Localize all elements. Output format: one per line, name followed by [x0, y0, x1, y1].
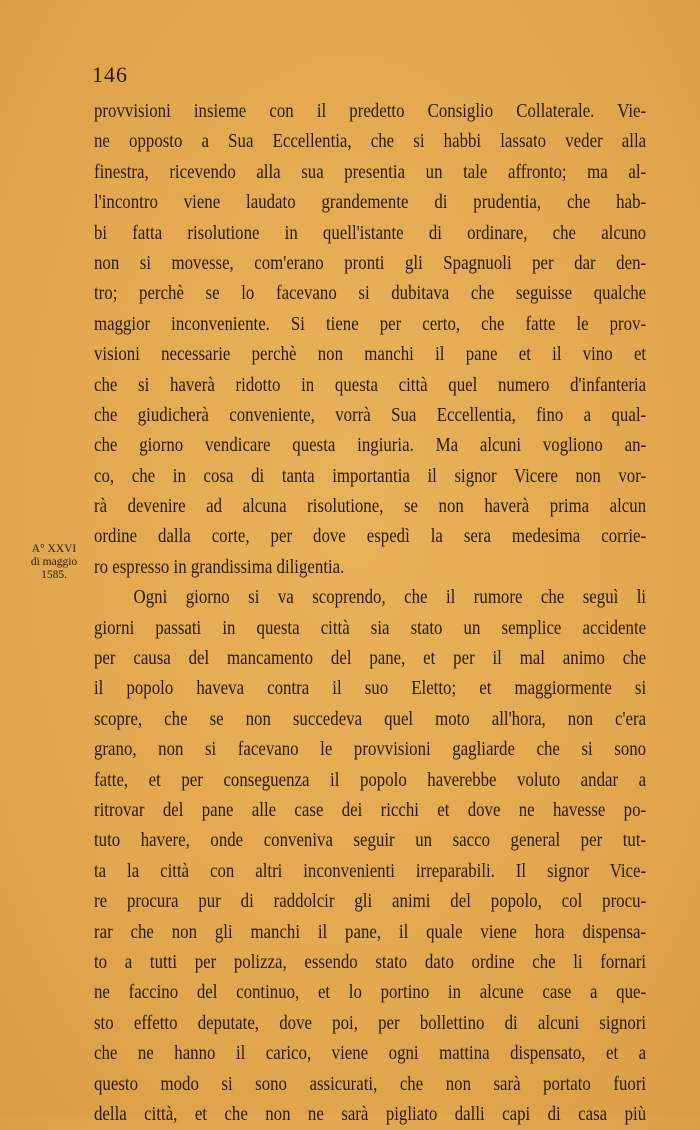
text-line: giorni passati in questa città sia stato un semplice accidente	[94, 617, 647, 639]
margin-note-line: 1585.	[41, 569, 67, 581]
margin-note	[14, 543, 94, 582]
text-line: che si haverà ridotto in questa città quel numero d'infanteria	[94, 374, 647, 396]
text-line: sto effetto deputate, dove poi, per bollettino di alcuni signori	[94, 1012, 647, 1034]
text-line: ro espresso in grandissima diligentia.	[94, 556, 345, 578]
text-line: re procura pur di raddolcir gli animi del popolo, col procu-	[94, 891, 647, 913]
text-line: finestra, ricevendo alla sua presentia un tale affronto; ma al-	[94, 161, 647, 183]
text-line: co, che in cosa di tanta importantia il signor Vicere non vor-	[94, 465, 647, 487]
text-line: che giorno vendicare questa ingiuria. Ma alcuni vogliono an-	[94, 435, 647, 457]
text-line: fatte, et per conseguenza il popolo haverebbe voluto andar a	[94, 769, 647, 791]
text-line: maggior inconveniente. Si tiene per certo, che fatte le prov-	[94, 313, 647, 335]
text-line: non si movesse, com'erano pronti gli Spagnuoli per dar den-	[94, 252, 647, 274]
margin-note-line: A° XXVI	[31, 543, 77, 555]
text-line: che ne hanno il carico, viene ogni mattina dispensato, et a	[94, 1043, 647, 1065]
text-line: grano, non si facevano le provvisioni gagliarde che si sono	[94, 739, 647, 761]
text-line: ritrovar del pane alle case dei ricchi et dove ne havesse po-	[94, 799, 647, 821]
text-line: rà devenire ad alcuna risolutione, se non haverà prima alcun	[94, 496, 647, 518]
text-line: ta la città con altri inconvenienti irreparabili. Il signor Vice-	[94, 860, 647, 882]
text-line: che giudicherà conveniente, vorrà Sua Eccellentia, fino a qual-	[94, 404, 647, 426]
text-line: provvisioni insieme con il predetto Consiglio Collaterale. Vie-	[94, 101, 647, 122]
text-line: per causa del mancamento del pane, et per il mal animo che	[94, 648, 647, 670]
body-text	[94, 97, 646, 1130]
text-line: l'incontro viene laudato grandemente di prudentia, che hab-	[94, 192, 647, 214]
paragraph-1	[94, 97, 646, 583]
text-line: questo modo si sono assicurati, che non sarà portato fuori	[94, 1073, 647, 1095]
text-line: visioni necessarie perchè non manchi il pane et il vino et	[94, 344, 647, 366]
text-line: della città, et che non ne sarà pigliato dalli capi di casa più	[94, 1103, 647, 1125]
text-line: ordine dalla corte, per dove espedì la sera medesima corrie-	[94, 526, 647, 548]
paragraph-2	[94, 583, 646, 1130]
page-number: 146	[92, 62, 128, 87]
margin-note-line: di maggio	[30, 556, 78, 568]
text-line: to a tutti per polizza, essendo stato dato ordine che li fornari	[94, 951, 647, 973]
text-line: ne faccino del continuo, et lo portino in alcune case a que-	[94, 982, 647, 1004]
text-line: il popolo haveva contra il suo Eletto; et maggiormente si	[94, 678, 647, 700]
text-line: scopre, che se non succedeva quel moto all'hora, non c'era	[94, 708, 647, 730]
text-line: tro; perchè se lo facevano si dubitava che seguisse qualche	[94, 283, 647, 305]
text-line: Ogni giorno si va scoprendo, che il rumore che seguì li	[133, 587, 647, 609]
text-line: rar che non gli manchi il pane, il quale viene hora dispensa-	[94, 921, 647, 943]
text-line: tuto havere, onde conveniva seguir un sacco general per tut-	[94, 830, 647, 852]
text-line: ne opposto a Sua Eccellentia, che si habbi lassato veder alla	[94, 131, 647, 153]
text-line: bi fatta risolutione in quell'istante di ordinare, che alcuno	[94, 222, 647, 244]
